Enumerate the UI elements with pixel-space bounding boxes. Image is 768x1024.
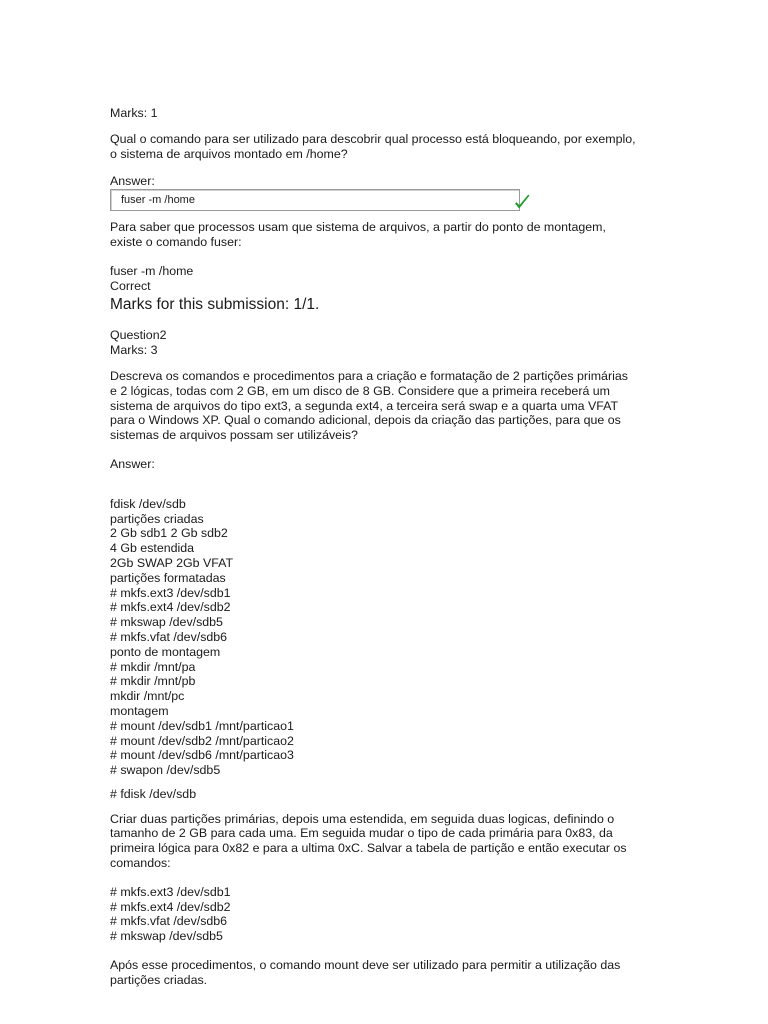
q2-answer-line: partições criadas (110, 511, 204, 526)
q1-submission-marks: Marks for this submission: 1/1. (110, 296, 320, 314)
q2-answer-line: # mount /dev/sdb2 /mnt/particao2 (110, 733, 294, 748)
q1-feedback (110, 220, 670, 250)
q1-feedback-line: Para saber que processos usam que sistema de arquivos, a partir do ponto de montagem, (110, 220, 606, 235)
q2-feedback-command: # fdisk /dev/sdb (110, 786, 197, 801)
q1-question-line: o sistema de arquivos montado em /home? (110, 146, 348, 161)
q2-answer-line: montagem (110, 703, 169, 718)
q2-feedback-line: comandos: (110, 856, 171, 871)
q2-question-line: e 2 lógicas, todas com 2 GB, em um disco de 8 GB. Considere que a primeira receberá um (110, 383, 610, 398)
q2-answer-line: 2Gb SWAP 2Gb VFAT (110, 555, 234, 570)
q2-feedback-command-line: # mkfs.ext4 /dev/sdb2 (110, 899, 231, 914)
q2-question-line: Descreva os comandos e procedimentos para a criação e formatação de 2 partições primárias (110, 368, 628, 383)
q1-question-text (110, 132, 670, 162)
q2-feedback-commands (110, 885, 670, 944)
q2-feedback-command-line: # mkswap /dev/sdb5 (110, 929, 223, 944)
q2-closing-line: Após esse procedimentos, o comando mount deve ser utilizado para permitir a utilização das (110, 958, 621, 973)
q2-answer-text (110, 497, 670, 778)
q1-marks: Marks: 1 (110, 106, 158, 120)
q2-question-text (110, 369, 670, 443)
q2-answer-line: fdisk /dev/sdb (110, 496, 186, 511)
q2-closing-text (110, 958, 670, 988)
q1-answer-input[interactable] (110, 189, 520, 211)
question-2 (110, 328, 670, 987)
q2-answer-line: ponto de montagem (110, 644, 221, 659)
q2-answer-line: # mkdir /mnt/pa (110, 659, 196, 674)
q2-feedback-line: tamanho de 2 GB para cada uma. Em seguida mudar o tipo de cada primária para 0x83, da (110, 826, 613, 841)
q1-question-line: Qual o comando para ser utilizado para descobrir qual processo está bloqueando, por exemplo, (110, 131, 636, 146)
q2-feedback-command-line: # mkfs.ext3 /dev/sdb1 (110, 884, 231, 899)
q2-feedback (110, 812, 670, 871)
q2-marks: Marks: 3 (110, 343, 158, 358)
q2-answer-line: 4 Gb estendida (110, 541, 195, 556)
q2-feedback-command-line: # mkfs.vfat /dev/sdb6 (110, 914, 228, 929)
q1-feedback-command: fuser -m /home (110, 263, 194, 278)
q1-feedback-line: existe o comando fuser: (110, 234, 242, 249)
q2-closing-line: partições criadas. (110, 972, 208, 987)
q2-answer-line: # swapon /dev/sdb5 (110, 763, 221, 778)
q2-answer-line: # mount /dev/sdb6 /mnt/particao3 (110, 748, 294, 763)
q2-answer-label: Answer: (110, 456, 155, 471)
q2-answer-line: # mount /dev/sdb1 /mnt/particao1 (110, 718, 294, 733)
quiz-review-page (110, 106, 670, 988)
check-icon (513, 193, 531, 211)
q1-feedback-command-block (110, 264, 670, 315)
q2-answer-line: # mkdir /mnt/pb (110, 674, 196, 689)
question-1 (110, 106, 670, 314)
q2-feedback-line: primeira lógica para 0x82 e para a ultima 0xC. Salvar a tabela de partição e então executar os (110, 841, 627, 856)
q1-answer-row (110, 189, 670, 215)
q2-answer-line: # mkfs.vfat /dev/sdb6 (110, 629, 228, 644)
q2-answer-line: partições formatadas (110, 570, 226, 585)
q1-answer-label: Answer: (110, 174, 155, 189)
q2-question-line: para o Windows XP. Qual o comando adicional, depois da criação das partições, para que os (110, 413, 621, 428)
q1-result: Correct (110, 278, 151, 293)
q2-answer-line: # mkfs.ext4 /dev/sdb2 (110, 600, 231, 615)
q2-question-line: sistemas de arquivos possam ser utilizáveis? (110, 428, 358, 443)
q2-answer-line: # mkfs.ext3 /dev/sdb1 (110, 585, 231, 600)
q2-feedback-line: Criar duas partições primárias, depois uma estendida, em seguida duas logicas, definindo o (110, 811, 615, 826)
q2-title: Question2 (110, 328, 167, 343)
q2-answer-line: 2 Gb sdb1 2 Gb sdb2 (110, 526, 228, 541)
q2-question-line: sistema de arquivos do tipo ext3, a segunda ext4, a terceira será swap e a quarta uma VFAT (110, 398, 619, 413)
q2-answer-line: mkdir /mnt/pc (110, 689, 185, 704)
q2-answer-line: # mkswap /dev/sdb5 (110, 615, 223, 630)
